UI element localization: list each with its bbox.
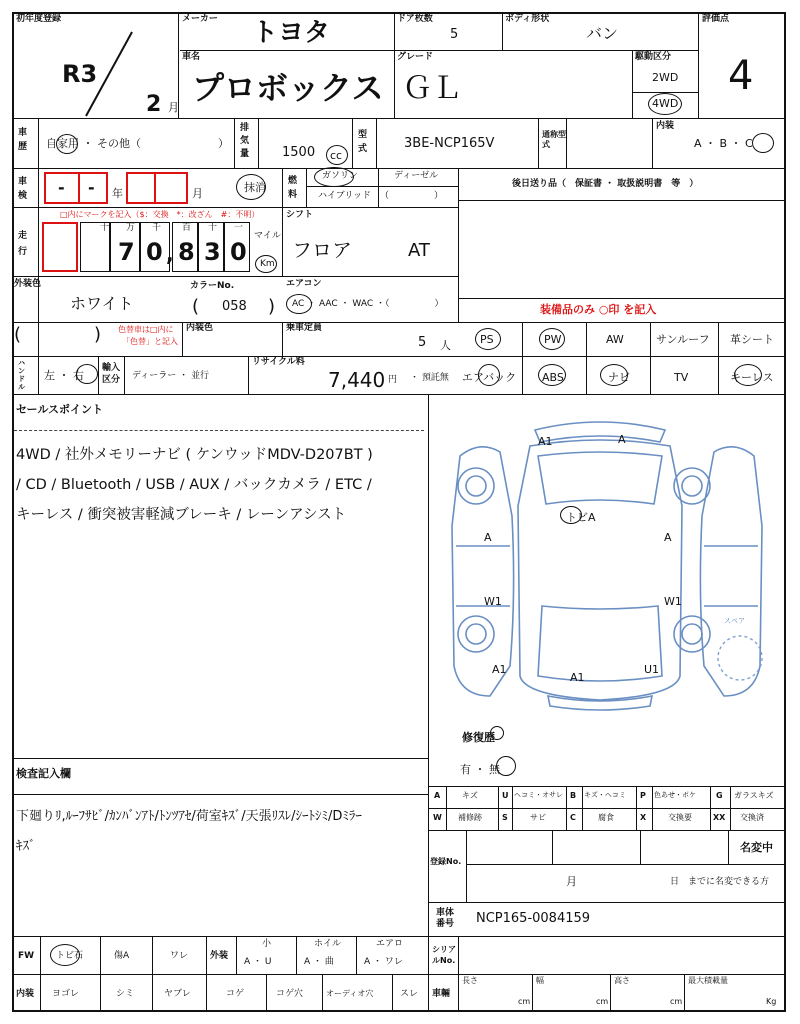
int-item: ヨゴレ: [52, 989, 80, 999]
inspection-label: 車検: [18, 177, 28, 201]
legend-code: A: [434, 791, 441, 800]
paren-open: (: [14, 324, 22, 345]
drive-4wd: 4WD: [652, 97, 679, 110]
length-label: 長さ: [462, 976, 478, 985]
legend-code: G: [716, 791, 723, 800]
maker-label: メーカー: [182, 14, 218, 24]
fuel-other: （ ）: [380, 191, 444, 201]
aero-value: A ・ ワレ: [364, 957, 403, 967]
small-value: A ・ U: [244, 957, 272, 967]
car-name: プロボックス: [192, 69, 384, 107]
divider: [12, 276, 458, 277]
mileage-digit: 0: [230, 238, 247, 266]
legend-desc: 交換済: [740, 813, 764, 822]
divider: [538, 118, 539, 168]
equipment-title: 装備品のみ ○印 を記入: [540, 303, 657, 316]
divider: [466, 830, 467, 902]
ac-options: AC ・ AAC ・ WAC ・（ ）: [292, 299, 444, 309]
mileage-digit: 3: [204, 238, 221, 266]
damage-mark: W1: [484, 595, 502, 608]
dashed-line: [14, 430, 424, 431]
int-item: ヤブレ: [164, 989, 191, 999]
serial-label: シリアルNo.: [432, 945, 456, 965]
mileage-comma: ,: [166, 242, 174, 266]
equip-pw: PW: [544, 333, 562, 346]
legend-code: U: [502, 791, 509, 800]
divider: [12, 322, 786, 323]
unit-label: 一: [234, 223, 244, 233]
equip-keyless: キーレス: [730, 371, 774, 384]
model-code: 3BE-NCP165V: [404, 136, 495, 151]
damage-mark: A: [664, 531, 672, 544]
fw-item: 傷A: [114, 951, 130, 961]
legend-desc: 補修跡: [458, 813, 482, 822]
int-color-label: 内装色: [186, 323, 214, 333]
legend-code: C: [570, 813, 576, 822]
divider: [282, 322, 283, 356]
legend-desc: キズ: [462, 791, 478, 800]
divider: [512, 786, 513, 830]
legend-desc: ヘコミ・オサレ: [514, 791, 563, 799]
mile-unit: マイル: [254, 231, 281, 241]
divider: [428, 830, 786, 831]
slash-mark: [80, 30, 140, 120]
shift-label: シフト: [286, 210, 314, 220]
ac-label: エアコン: [286, 279, 322, 289]
ext-label: 外装: [210, 951, 229, 961]
divider: [394, 12, 395, 118]
selected-circle: [734, 364, 762, 386]
cm-unit: cm: [518, 997, 531, 1006]
mileage-digit: 8: [178, 238, 195, 266]
divider: [502, 12, 503, 50]
fuel-gasoline: ガソリン: [322, 171, 359, 181]
interior-grade: A ・ B ・ C: [694, 137, 753, 150]
divider: [522, 322, 523, 394]
aero-label: エアロ: [376, 939, 404, 949]
cc-unit: cc: [330, 149, 343, 162]
divider: [710, 786, 711, 830]
divider: [458, 356, 786, 357]
divider: [392, 974, 393, 1012]
fw-label: FW: [18, 951, 35, 961]
divider: [12, 794, 428, 795]
shift-at: AT: [408, 240, 430, 261]
ext-color-label: 外装色: [14, 279, 42, 289]
divider: [458, 298, 786, 299]
divider: [248, 356, 249, 394]
divider: [352, 118, 353, 168]
selected-circle: [286, 294, 312, 314]
damage-mark: A1: [570, 671, 585, 684]
handle-value: 左 ・ 右: [44, 369, 84, 382]
divider: [428, 786, 786, 787]
repair-value: 有 ・ 無: [460, 763, 500, 776]
equip-sunroof: サンルーフ: [656, 333, 710, 346]
selected-circle: [236, 174, 266, 200]
divider: [466, 864, 786, 865]
body-label: ボディ形状: [505, 14, 550, 24]
divider: [12, 974, 428, 975]
color-no: 058: [222, 299, 247, 314]
fw-item: トビ石: [56, 951, 84, 961]
divider: [640, 830, 641, 864]
int-label: 内装: [16, 989, 35, 999]
selected-circle: [314, 167, 354, 187]
capacity: 5: [418, 335, 427, 350]
damage-mark: A1: [538, 435, 553, 448]
score: 4: [728, 53, 754, 99]
mileage-digit: 0: [146, 238, 163, 266]
displacement-label: 排気量: [240, 123, 250, 159]
era-year: R3: [62, 60, 98, 88]
selected-circle: [490, 726, 504, 740]
divider: [100, 936, 101, 1012]
fuel-diesel: ディーゼル: [394, 171, 439, 181]
divider: [152, 936, 153, 1012]
import-label: 輸入区分: [102, 363, 121, 385]
color-change-note: 「色替」と記入: [122, 337, 178, 346]
selected-circle: [600, 364, 628, 386]
capacity-unit: 人: [440, 339, 451, 352]
damage-mark: A: [484, 531, 492, 544]
legend-code: B: [570, 791, 577, 800]
divider: [566, 118, 567, 168]
fuel-label: 燃料: [288, 176, 298, 200]
divider: [650, 322, 651, 394]
legend-code: S: [502, 813, 508, 822]
divider: [322, 974, 323, 1012]
equip-ps: PS: [480, 333, 494, 346]
color-no-label: カラーNo.: [190, 281, 235, 291]
damage-mark: W1: [664, 595, 682, 608]
spare-label: スペア: [724, 617, 745, 625]
first-reg-label: 初年度登録: [16, 14, 62, 24]
legend-code: W: [433, 813, 442, 822]
cm-unit: cm: [670, 997, 683, 1006]
reg-deadline: 日 までに名変できる方: [670, 877, 770, 887]
legend-desc: 交換要: [668, 813, 692, 822]
mileage-note: □内にマークを記入（$：交換 *：改ざん #：不明）: [60, 210, 260, 219]
inspection-notes-line: 下廻りﾘ,ﾙｰﾌｻﾋﾞ/ｶﾝﾊﾞﾝｱﾄ/ﾄﾝﾂｱｾ/荷室ｷｽﾞ/天張ﾘｽﾚ/ｼｰﾄｼﾐ/Dﾐﾗｰ: [16, 809, 362, 824]
legend-desc: ガラスキズ: [734, 791, 774, 800]
divider: [698, 12, 699, 118]
divider: [12, 394, 786, 395]
divider: [12, 758, 428, 759]
legend-code: P: [640, 791, 646, 800]
divider: [636, 786, 637, 830]
recycle-fee: 7,440: [328, 368, 386, 392]
divider: [296, 936, 297, 974]
wheel-value: A ・ 曲: [304, 957, 334, 967]
drive-label: 駆動区分: [635, 52, 672, 62]
divider: [356, 936, 357, 974]
legend-desc: サビ: [530, 813, 546, 822]
damage-mark: A: [618, 433, 626, 446]
history-label: 車歴: [18, 128, 28, 152]
equip-leather: 革シート: [730, 333, 774, 346]
grade: ＧＬ: [402, 71, 462, 106]
int-item: コゲ穴: [276, 989, 304, 999]
selected-circle: [560, 506, 582, 524]
divider: [730, 786, 731, 830]
mileage-label: 走行: [18, 231, 28, 257]
recycle-label: リサイクル料: [252, 357, 305, 367]
paren-open: (: [192, 296, 200, 317]
selected-circle: [255, 255, 277, 273]
legend-code: XX: [713, 813, 726, 822]
divider: [236, 936, 237, 974]
inspection-dash: -: [88, 178, 95, 197]
damage-mark: A1: [492, 663, 507, 676]
drive-2wd: 2WD: [652, 71, 679, 84]
name-change: 名変中: [740, 841, 773, 854]
fuel-hybrid: ハイブリッド: [318, 191, 372, 201]
selected-circle: [478, 364, 500, 386]
divider: [582, 786, 583, 830]
wheel-label: ホイル: [314, 939, 342, 949]
common-model-label: 通称型式: [542, 130, 566, 149]
ext-color: ホワイト: [70, 294, 134, 313]
equip-airbag: エアバック: [462, 371, 517, 384]
divider: [378, 168, 379, 207]
equip-navi: ナビ: [608, 371, 630, 384]
divider: [610, 974, 611, 1012]
mileage-mark-box: [42, 222, 78, 272]
legend-desc: 腐食: [598, 813, 614, 822]
small-label: 小: [262, 939, 272, 949]
divider: [446, 786, 447, 830]
handle-label: ハンドル: [18, 359, 25, 391]
divider: [458, 200, 786, 201]
later-docs: 後日送り品（ 保証書 ・ 取扱説明書 等 ）: [512, 179, 699, 189]
int-item: コゲ: [226, 989, 245, 999]
damage-mark: トビA: [566, 511, 596, 524]
fw-item: ワレ: [170, 951, 189, 961]
divider: [12, 207, 458, 208]
sales-title: セールスポイント: [16, 403, 104, 416]
unit-label: 十: [100, 223, 110, 233]
body-type: バン: [586, 24, 619, 43]
divider: [206, 936, 207, 1012]
divider: [718, 322, 719, 394]
inspection-notes-line: ｷｽﾞ: [16, 839, 36, 854]
selected-circle: [648, 93, 682, 115]
import-value: ディーラー ・ 並行: [132, 371, 210, 381]
paren-close: ): [268, 296, 276, 317]
divider: [38, 118, 39, 394]
divider: [498, 786, 499, 830]
score-label: 評価点: [702, 14, 730, 24]
legend-desc: 色あせ・ボケ: [654, 791, 696, 799]
divider: [182, 322, 183, 356]
color-change-note: 色替車は□内に: [118, 325, 174, 334]
legend-desc: キズ・ヘコミ: [584, 791, 626, 799]
divider: [652, 118, 653, 168]
selected-circle: [56, 134, 78, 154]
inspection-box: [154, 172, 188, 204]
divider: [282, 168, 283, 276]
maker: トヨタ: [252, 18, 331, 48]
selected-circle: [752, 133, 774, 153]
divider: [428, 974, 786, 975]
vin-label: 車体番号: [436, 908, 455, 929]
int-item: シミ: [116, 989, 135, 999]
year-unit: 年: [112, 187, 123, 200]
reg-month: 2: [146, 92, 162, 117]
deposit-status: ・ 預託無: [410, 373, 449, 383]
unit-label: 百: [182, 223, 192, 233]
registration-label: 登録No.: [430, 857, 462, 866]
shift-floor: フロア: [292, 238, 352, 262]
inspection-box: [126, 172, 156, 204]
divider: [12, 168, 786, 169]
paren-close: ): [94, 324, 102, 345]
divider: [376, 118, 377, 168]
divider: [124, 356, 125, 394]
interior-label: 内装: [656, 121, 675, 131]
sales-line: キーレス / 衝突被害軽減ブレーキ / レーンアシスト: [16, 507, 347, 523]
inspection-dash: -: [58, 178, 65, 197]
int-item: オーディオ穴: [326, 989, 374, 998]
displacement: 1500: [282, 145, 316, 160]
damage-mark: U1: [644, 663, 660, 676]
divider: [684, 974, 685, 1012]
unregistered: 抹消: [244, 181, 266, 194]
equip-tv: TV: [674, 371, 689, 384]
divider: [266, 974, 267, 1012]
kg-unit: Kg: [766, 997, 777, 1006]
inspection-notes-title: 検査記入欄: [16, 767, 71, 780]
selected-circle: [50, 944, 80, 966]
month-unit: 月: [192, 187, 203, 200]
car-name-label: 車名: [182, 52, 201, 62]
int-item: スレ: [400, 989, 419, 999]
divider: [180, 50, 698, 51]
equip-abs: ABS: [542, 371, 564, 384]
divider: [566, 786, 567, 830]
divider: [552, 830, 553, 864]
height-label: 高さ: [614, 976, 630, 985]
divider: [428, 902, 786, 903]
unit-label: 十: [208, 223, 218, 233]
legend-code: X: [640, 813, 647, 822]
selected-circle: [76, 364, 98, 384]
reg-month-unit: 月: [566, 875, 577, 888]
selected-circle: [475, 328, 501, 350]
vin: NCP165-0084159: [476, 911, 591, 926]
divider: [652, 786, 653, 830]
dims-label: 車輛: [432, 989, 451, 999]
km-unit: Km: [260, 259, 275, 269]
sales-line: 4WD / 社外メモリーナビ ( ケンウッドMDV-D207BT ): [16, 447, 373, 463]
selected-circle: [539, 328, 565, 350]
repair-label: 修復歴: [462, 731, 495, 744]
mileage-digit: 7: [118, 238, 135, 266]
selected-circle: [496, 756, 516, 776]
divider: [12, 356, 458, 357]
divider: [428, 808, 786, 809]
divider: [258, 118, 259, 168]
doors: 5: [450, 27, 459, 42]
divider: [532, 974, 533, 1012]
doors-label: ドア枚数: [397, 14, 433, 24]
divider: [586, 322, 587, 394]
equip-aw: AW: [606, 333, 624, 346]
unit-label: 万: [126, 223, 136, 233]
car-damage-diagram: [430, 396, 784, 786]
capacity-label: 乗車定員: [286, 323, 323, 333]
month-unit: 月: [168, 101, 179, 114]
maxload-label: 最大積載量: [688, 976, 728, 985]
selected-circle: [326, 145, 348, 165]
divider: [428, 394, 429, 1012]
divider: [306, 168, 307, 207]
yen-unit: 円: [388, 375, 398, 385]
history-value: 自家用 ・ その他（ ）: [46, 137, 229, 150]
model-label: 型式: [358, 130, 368, 154]
divider: [728, 830, 729, 864]
divider: [40, 936, 41, 1012]
unit-label: 千: [152, 223, 162, 233]
cm-unit: cm: [596, 997, 609, 1006]
grade-label: グレード: [397, 52, 434, 62]
divider: [234, 118, 235, 168]
divider: [12, 936, 786, 937]
selected-circle: [538, 364, 566, 386]
sales-line: / CD / Bluetooth / USB / AUX / バックカメラ / ETC /: [16, 477, 372, 493]
divider: [632, 50, 633, 118]
divider: [98, 356, 99, 394]
width-label: 幅: [536, 976, 544, 985]
